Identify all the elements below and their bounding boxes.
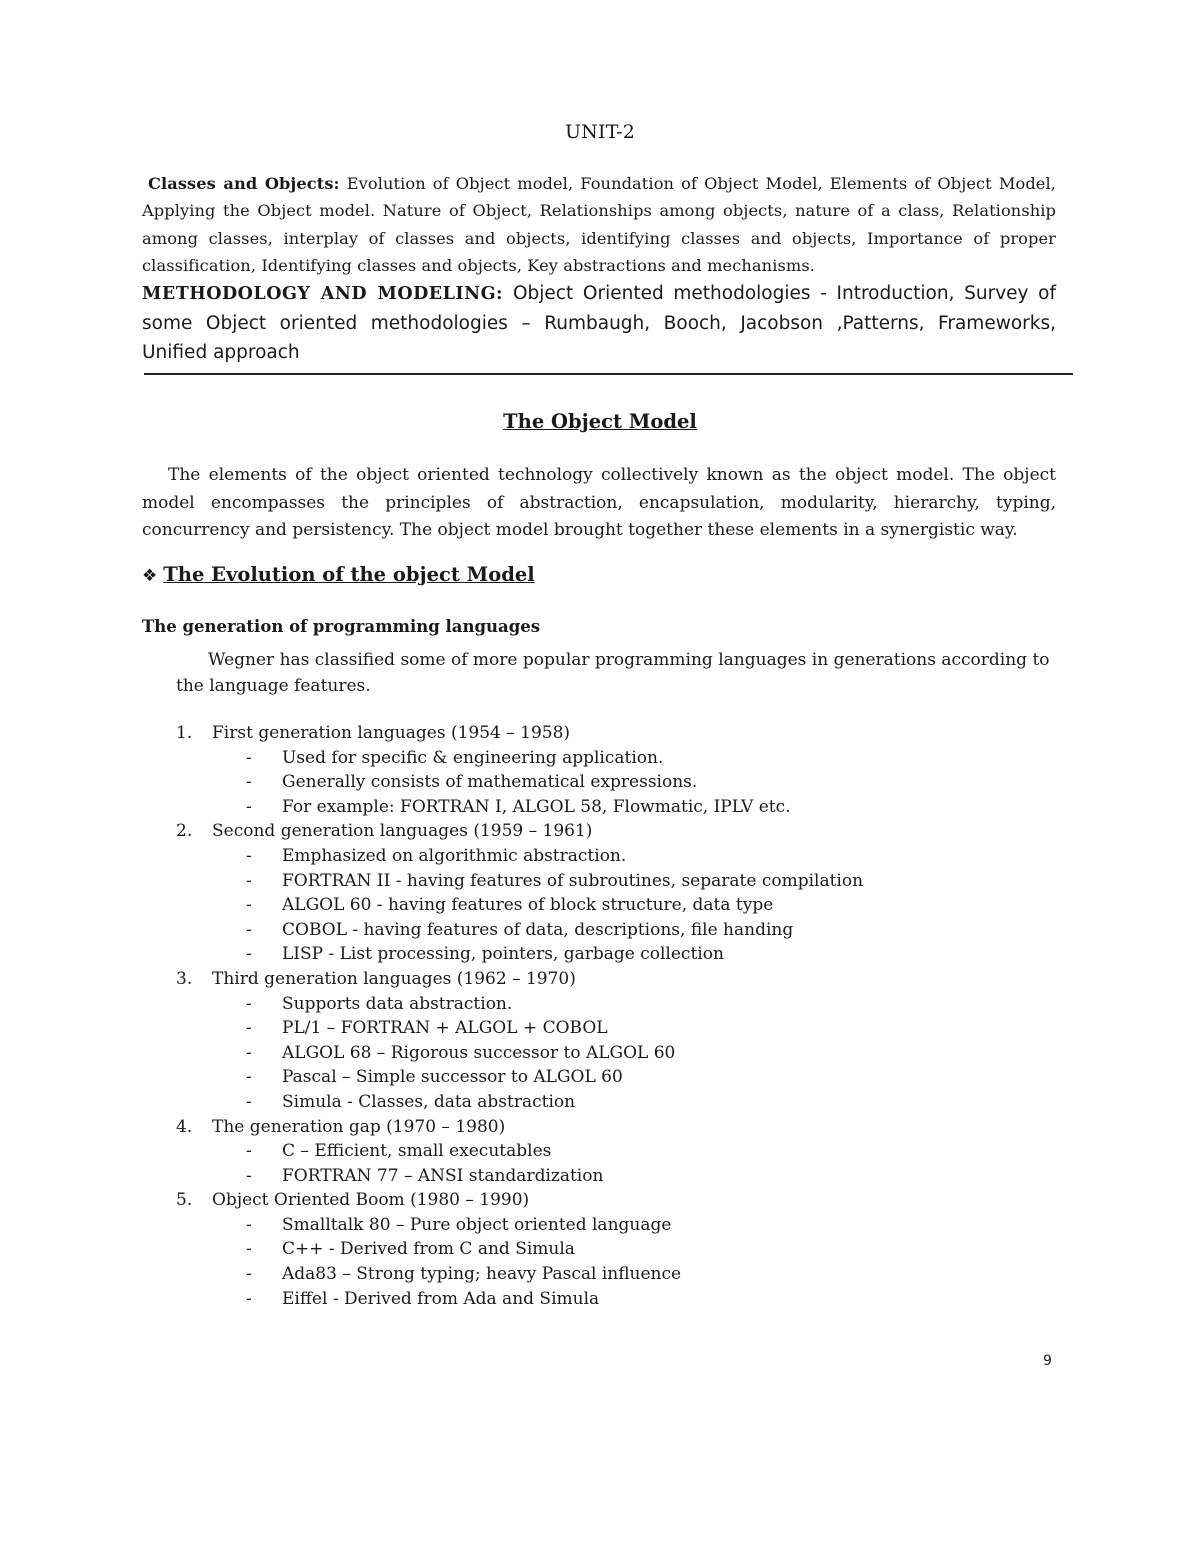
list-item-text: C++ - Derived from C and Simula (282, 1239, 575, 1260)
evolution-title: The Evolution of the object Model (163, 563, 535, 586)
list-item-text: Used for specific & engineering application. (282, 747, 664, 768)
methodology-text: Object Oriented methodologies - Introduction, Survey of some Object oriented methodologies – Rumbaugh, Booch, Jacobson ,Patterns, Frameworks, Unified approach (142, 283, 1056, 363)
list-item: - Simula - Classes, data abstraction (176, 1090, 1056, 1115)
unit-title: UNIT-2 (564, 121, 636, 143)
list-item: - C++ - Derived from C and Simula (176, 1237, 1056, 1262)
list-item-text: For example: FORTRAN I, ALGOL 58, Flowmatic, IPLV etc. (282, 796, 791, 817)
generation-title: Object Oriented Boom (1980 – 1990) (212, 1190, 530, 1211)
generation-number: 2. (176, 821, 193, 842)
diamond-bullet-icon: ❖ (142, 566, 158, 586)
generation-title: First generation languages (1954 – 1958) (212, 723, 571, 743)
syllabus-paragraph (142, 170, 1056, 279)
list-item: - ALGOL 68 – Rigorous successor to ALGOL 60 (176, 1041, 1056, 1066)
list-item-text: ALGOL 60 - having features of block structure, data type (282, 895, 774, 916)
list-item: - FORTRAN II - having features of subroutines, separate compilation (176, 869, 1056, 894)
list-item-text: PL/1 – FORTRAN + ALGOL + COBOL (282, 1018, 608, 1039)
list-item: - Emphasized on algorithmic abstraction. (176, 844, 1056, 869)
list-item-text: Emphasized on algorithmic abstraction. (282, 845, 627, 866)
list-item-text: Supports data abstraction. (282, 993, 513, 1014)
generation-item (176, 1188, 1056, 1311)
methodology-paragraph (142, 279, 1056, 368)
list-item-text: Eiffel - Derived from Ada and Simula (282, 1288, 600, 1309)
generation-item (176, 721, 1056, 819)
list-item-text: Generally consists of mathematical expressions. (282, 772, 698, 793)
list-item-text: Smalltalk 80 – Pure object oriented language (282, 1214, 672, 1235)
generation-number: 3. (176, 968, 193, 989)
generation-subheading: The generation of programming languages (142, 617, 541, 636)
list-item: - Generally consists of mathematical expressions. (176, 770, 1056, 795)
list-item: - For example: FORTRAN I, ALGOL 58, Flowmatic, IPLV etc. (176, 795, 1056, 820)
list-item: - Smalltalk 80 – Pure object oriented language (176, 1213, 1056, 1238)
list-item-text: LISP - List processing, pointers, garbage collection (282, 944, 724, 965)
list-item-text: Pascal – Simple successor to ALGOL 60 (282, 1067, 623, 1088)
methodology-lead: METHODOLOGY AND MODELING: (142, 284, 503, 304)
generation-item (176, 967, 1056, 1115)
list-item: - Pascal – Simple successor to ALGOL 60 (176, 1065, 1056, 1090)
list-item: - PL/1 – FORTRAN + ALGOL + COBOL (176, 1016, 1056, 1041)
intro-text: The elements of the object oriented technology collectively known as the object model. The object model encompasses the principles of abstraction, encapsulation, modularity, hierarchy, typing, concurrency and persistency. The object model brought together these elements in a synergistic way. (142, 465, 1056, 540)
intro-paragraph (142, 462, 1056, 545)
generation-number: 4. (176, 1116, 193, 1137)
list-item-text: FORTRAN II - having features of subroutines, separate compilation (282, 870, 864, 891)
list-item-text: Ada83 – Strong typing; heavy Pascal influence (282, 1264, 682, 1285)
list-item-text: FORTRAN 77 – ANSI standardization (282, 1165, 604, 1186)
generation-paragraph-text: Wegner has classified some of more popular programming languages in generations according to the language features. (176, 650, 1050, 696)
list-item-text: C – Efficient, small executables (282, 1141, 552, 1162)
list-item: - ALGOL 60 - having features of block structure, data type (176, 893, 1056, 918)
list-item: - Supports data abstraction. (176, 992, 1056, 1017)
generation-title: Second generation languages (1959 – 1961) (212, 821, 593, 842)
page-number: 9 (1043, 1353, 1052, 1369)
list-item: - COBOL - having features of data, descriptions, file handing (176, 918, 1056, 943)
generation-number: 1. (176, 723, 193, 743)
horizontal-divider (144, 373, 1073, 375)
section-title: The Object Model (503, 410, 697, 433)
list-item: - Eiffel - Derived from Ada and Simula (176, 1287, 1056, 1312)
evolution-heading (142, 563, 535, 586)
list-item-text: COBOL - having features of data, descriptions, file handing (282, 919, 794, 940)
generation-title: The generation gap (1970 – 1980) (212, 1116, 506, 1137)
generation-paragraph (176, 647, 1056, 699)
generation-number: 5. (176, 1190, 193, 1211)
list-item: - Ada83 – Strong typing; heavy Pascal influence (176, 1262, 1056, 1287)
list-item-text: ALGOL 68 – Rigorous successor to ALGOL 60 (282, 1042, 676, 1063)
list-item: - C – Efficient, small executables (176, 1139, 1056, 1164)
list-item-text: Simula - Classes, data abstraction (282, 1091, 576, 1112)
syllabus-lead: Classes and Objects: (148, 174, 340, 193)
list-item: - Used for specific & engineering application. (176, 746, 1056, 771)
syllabus-text: Evolution of Object model, Foundation of Object Model, Elements of Object Model, Applying the Object model. Nature of Object, Relationships among objects, nature of a class, Relationship among classes, interplay of classes and objects, identifying classes and objects, Importance of proper classification, Identifying classes and objects, Key abstractions and mechanisms. (142, 174, 1057, 275)
list-item: - LISP - List processing, pointers, garbage collection (176, 942, 1056, 967)
generation-item (176, 819, 1056, 967)
generation-title: Third generation languages (1962 – 1970) (212, 968, 576, 989)
generation-list (176, 721, 1056, 1311)
list-item: - FORTRAN 77 – ANSI standardization (176, 1164, 1056, 1189)
generation-item (176, 1115, 1056, 1189)
